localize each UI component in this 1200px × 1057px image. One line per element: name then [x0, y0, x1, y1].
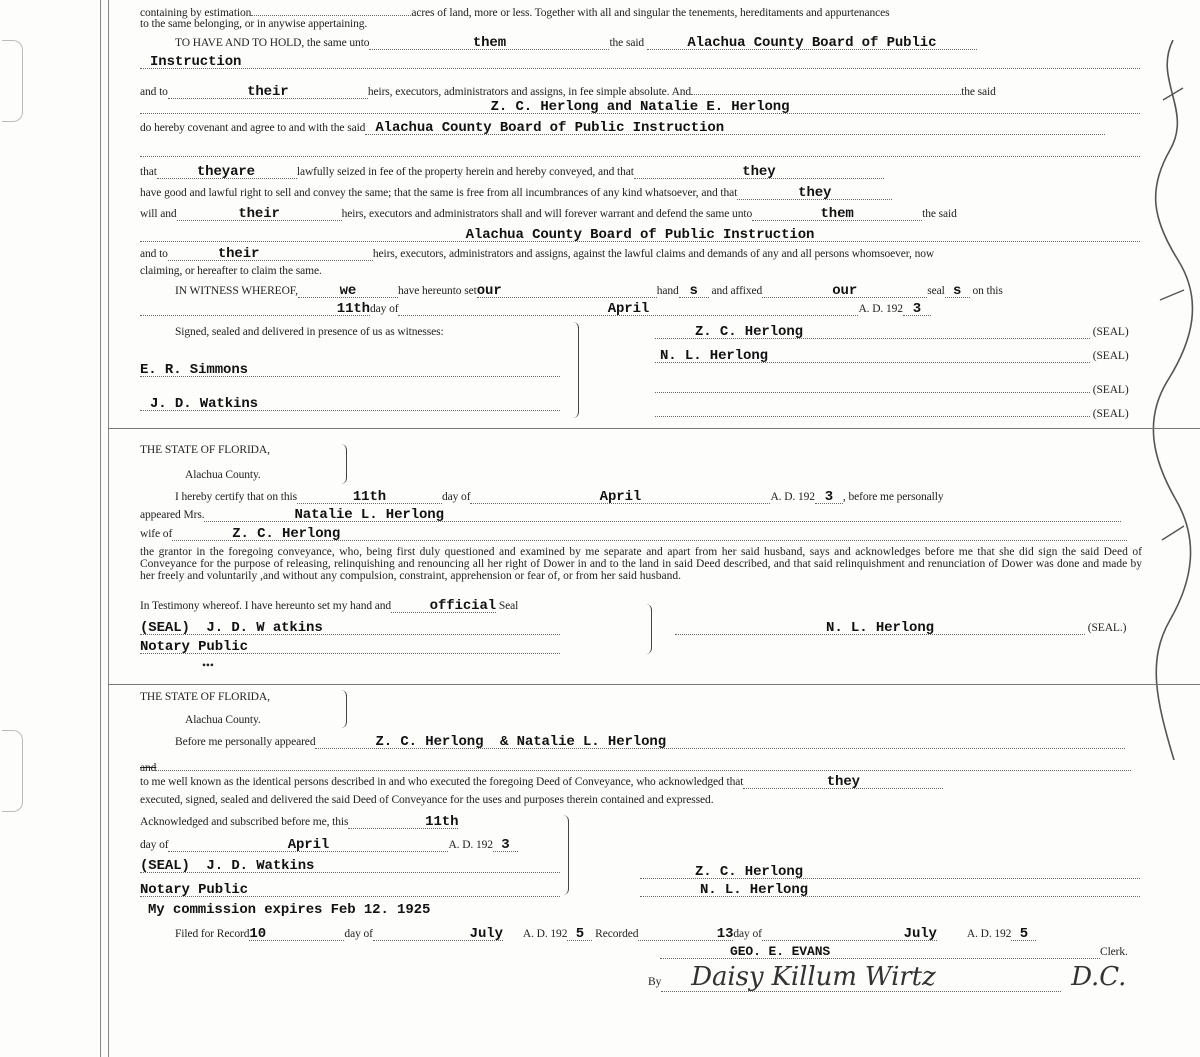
notary-field: (SEAL) J. D. Watkins: [140, 860, 560, 873]
signer-field: N. L. Herlong: [655, 350, 1090, 363]
text: A. D. 192: [858, 303, 903, 315]
grantee-line: [140, 56, 1140, 69]
wife-line: [140, 528, 1127, 541]
witness-line: [175, 285, 1003, 298]
text: and to: [140, 248, 168, 260]
binder-ring: [2, 730, 23, 812]
acres-field: [251, 3, 411, 16]
text: , before me personally: [842, 491, 944, 503]
appeared-line: [175, 736, 1125, 749]
month-field: April: [168, 839, 448, 852]
notary-title: Notary Public: [140, 641, 560, 654]
text: have good and lawful right to sell and convey the same; that the same is free from all incumbrances of any kind whatsoever, and that: [140, 187, 738, 199]
our-field: our: [762, 285, 927, 298]
signed-label: Signed, sealed and delivered in presence of us as witnesses:: [175, 326, 444, 338]
signer-field: [655, 404, 1090, 417]
text: hand: [656, 285, 679, 297]
rec-day-field: 13: [638, 928, 733, 941]
day-field: 11th: [140, 303, 370, 316]
binder-ring: [2, 40, 23, 122]
text: A. D. 192: [448, 839, 493, 851]
text: heirs, executors, administrators and assigns, in fee simple absolute. And: [367, 86, 692, 98]
covenant-line: [140, 122, 1105, 135]
text: TO HAVE AND TO HOLD, the same unto: [175, 37, 370, 49]
text: In Testimony whereof. I have hereunto set my hand and: [140, 600, 392, 612]
they-field: they: [634, 166, 884, 179]
date-line: [140, 303, 931, 316]
filed-month-field: July: [373, 928, 503, 941]
record-line: [175, 928, 1036, 941]
grantee-line-2: [140, 229, 1140, 242]
text: on this: [972, 285, 1003, 297]
seal-label: (SEAL): [1092, 384, 1129, 396]
notary-title-line: [140, 641, 560, 654]
notary-field: (SEAL) J. D. W atkins: [140, 622, 560, 635]
brace: [338, 444, 347, 484]
text: day of: [370, 303, 399, 315]
text: IN WITNESS WHEREOF,: [175, 285, 298, 297]
signature-line: [655, 380, 1129, 397]
blank-field: [156, 758, 1131, 771]
margin-line: [100, 0, 101, 1057]
filed-day-field: 10: [249, 928, 344, 941]
section-divider: [108, 428, 1200, 429]
them-field: them: [752, 208, 922, 221]
notary-line: [140, 622, 560, 635]
covenantee-field: Alachua County Board of Public Instruction: [365, 122, 1105, 135]
they-field: they: [737, 187, 892, 200]
claims-line: [140, 248, 934, 261]
seized-field: theyare: [157, 166, 297, 179]
heirs-field: their: [168, 248, 373, 261]
s-field: s: [679, 285, 709, 298]
section-divider: [108, 684, 1200, 685]
seal-label: (SEAL): [1092, 326, 1129, 338]
dc-signature: D.C.: [1071, 962, 1127, 992]
notary-title: Notary Public: [140, 884, 560, 897]
appeared-field: Natalie L. Herlong: [204, 509, 1121, 522]
signer-field: N. L. Herlong: [675, 622, 1085, 635]
text: Clerk.: [1100, 946, 1128, 958]
certify-line: [175, 491, 944, 504]
text: that: [140, 166, 157, 178]
text: day of: [344, 928, 373, 940]
warrant-line: [140, 208, 957, 221]
grantee-field: Alachua County Board of Public Instruction: [140, 229, 1140, 242]
heirs-line: [140, 82, 996, 99]
deputy-line: [648, 963, 1126, 993]
text: wife of: [140, 528, 173, 540]
text: day of: [441, 491, 471, 503]
appeared-line: [140, 509, 1121, 522]
text: A. D. 192: [522, 928, 568, 940]
text: the said: [922, 208, 957, 220]
signature-line: [655, 404, 1129, 421]
heirs-field: their: [168, 86, 368, 99]
seized-line: [140, 166, 884, 179]
text: and to: [140, 86, 168, 98]
seal-label: (SEAL.): [1087, 622, 1127, 634]
text: Filed for Record: [175, 928, 250, 940]
text: Acknowledged and subscribed before me, this: [140, 816, 349, 828]
day-field: 11th: [348, 816, 458, 829]
year-field: 3: [903, 303, 931, 316]
signature-line: [655, 350, 1129, 363]
official-field: official: [391, 600, 496, 613]
husband-field: Z. C. Herlong: [172, 528, 1127, 541]
signer-field: Z. C. Herlong: [655, 326, 1090, 339]
text: appeared Mrs.: [140, 509, 205, 521]
dots: •••: [202, 660, 214, 672]
appeared-field: Z. C. Herlong & Natalie L. Herlong: [315, 736, 1125, 749]
blank-line: [140, 144, 1140, 161]
brace: [560, 815, 569, 895]
day-field: 11th: [297, 491, 442, 504]
date-line: [140, 839, 518, 852]
our-field: our: [477, 285, 657, 298]
text: have hereunto set: [397, 285, 477, 297]
margin-line: [108, 0, 109, 1057]
text: lawfully seized in fee of the property herein and hereby conveyed, and that: [296, 166, 634, 178]
text: acres of land, more or less. Together with all and singular the tenements, hereditaments and appurtenances: [411, 7, 890, 19]
month-field: April: [470, 491, 770, 504]
state-label: THE STATE OF FLORIDA,: [140, 691, 270, 703]
grantee-field: Alachua County Board of Public: [647, 37, 977, 50]
testimony-line: [140, 600, 518, 613]
text: to me well known as the identical persons described in and who executed the foregoing Deed of Conveyance, who acknowledged that: [140, 776, 744, 788]
text: Before me personally appeared: [175, 736, 316, 748]
executed-line: executed, signed, sealed and delivered the said Deed of Conveyance for the uses and purposes therein contained and expressed.: [140, 794, 714, 806]
county-label: Alachua County.: [185, 469, 261, 481]
text: containing by estimation: [140, 7, 252, 19]
habendum-line: [175, 37, 977, 50]
heirs-field: their: [177, 208, 342, 221]
signature-line: [655, 326, 1129, 339]
text: and: [140, 762, 157, 774]
they-field: they: [743, 776, 943, 789]
signer-field: N. L. Herlong: [640, 884, 1140, 897]
text: day of: [733, 928, 762, 940]
rec-year-field: 5: [1011, 928, 1036, 941]
state-label: THE STATE OF FLORIDA,: [140, 444, 270, 456]
text: do hereby covenant and agree to and with the said: [140, 122, 366, 134]
signature-line: [640, 884, 1140, 897]
text: the said: [961, 86, 996, 98]
dower-paragraph: the grantor in the foregoing conveyance, who, being first duly questioned and examined by me separate and apart from her said husband, says and acknowledges before me that she did sign the said Deed of Conveyance for the purpose of releasing, relinquishing and renouncing all her right of Dower in and to the land in said Deed described, and that said relinquishment and renunciation of Dower was done and made by her freely and voluntarily ,and without any compulsion, constraint, apprehension or fear of, or from her said husband.: [140, 546, 1142, 582]
grantors-field: Z. C. Herlong and Natalie E. Herlong: [140, 101, 1140, 114]
clerk-name: GEO. E. EVANS: [660, 946, 1100, 959]
blank-field: [691, 82, 961, 95]
deed-line: claiming, or hereafter to claim the same.: [140, 265, 322, 277]
deputy-signature-field: [661, 963, 1061, 992]
signer-field: [655, 380, 1090, 393]
known-line: [140, 776, 943, 789]
text: Seal: [498, 600, 519, 612]
commission-note: My commission expires Feb 12. 1925: [148, 902, 431, 918]
text: heirs, executors and administrators shall and will forever warrant and defend the same unto: [341, 208, 753, 220]
marginal-handwriting: [1148, 40, 1198, 760]
text: and affixed: [711, 285, 763, 297]
signer-field: Z. C. Herlong: [640, 866, 1140, 879]
grantors-line: [140, 101, 1140, 114]
witness-signature: [140, 398, 560, 411]
year-field: 3: [493, 839, 518, 852]
brace: [338, 690, 347, 728]
text: day of: [140, 839, 169, 851]
right-line: [140, 187, 892, 200]
deputy-signature: Daisy Killum Wirtz: [691, 962, 936, 992]
month-field: April: [398, 303, 858, 316]
text: I hereby certify that on this: [175, 491, 297, 503]
notary-line: [140, 860, 560, 873]
filed-year-field: 5: [567, 928, 592, 941]
county-label: Alachua County.: [185, 714, 261, 726]
text: A. D. 192: [966, 928, 1012, 940]
seal-label: (SEAL): [1092, 350, 1129, 362]
witness-field: E. R. Simmons: [140, 364, 560, 377]
text: heirs, executors, administrators and assigns, against the lawful claims and demands of any and all persons whomsoever, now: [372, 248, 935, 260]
we-field: we: [298, 285, 398, 298]
text: the said: [609, 37, 645, 49]
s-field: s: [945, 285, 970, 298]
subscribed-line: [140, 816, 458, 829]
seal-label: (SEAL): [1092, 408, 1129, 420]
signature-line: [640, 866, 1140, 879]
signature-line: [675, 622, 1126, 635]
notary-title-line: [140, 884, 560, 897]
text: will and: [140, 208, 177, 220]
rec-month-field: July: [762, 928, 937, 941]
unto-field: them: [369, 37, 609, 50]
deed-line: to the same belonging, or in anywise appertaining.: [140, 18, 368, 30]
text: seal: [927, 285, 945, 297]
brace: [570, 322, 579, 418]
witness-signature: [140, 364, 560, 377]
text: By: [648, 976, 662, 988]
clerk-line: [660, 946, 1128, 959]
text: Recorded: [595, 928, 639, 940]
grantee-field: Instruction: [140, 56, 1140, 69]
text: A. D. 192: [770, 491, 815, 503]
witness-field: J. D. Watkins: [140, 398, 560, 411]
and-line: [140, 758, 1131, 775]
year-field: 3: [815, 491, 843, 504]
brace: [643, 604, 652, 654]
blank-field: [140, 144, 1140, 157]
